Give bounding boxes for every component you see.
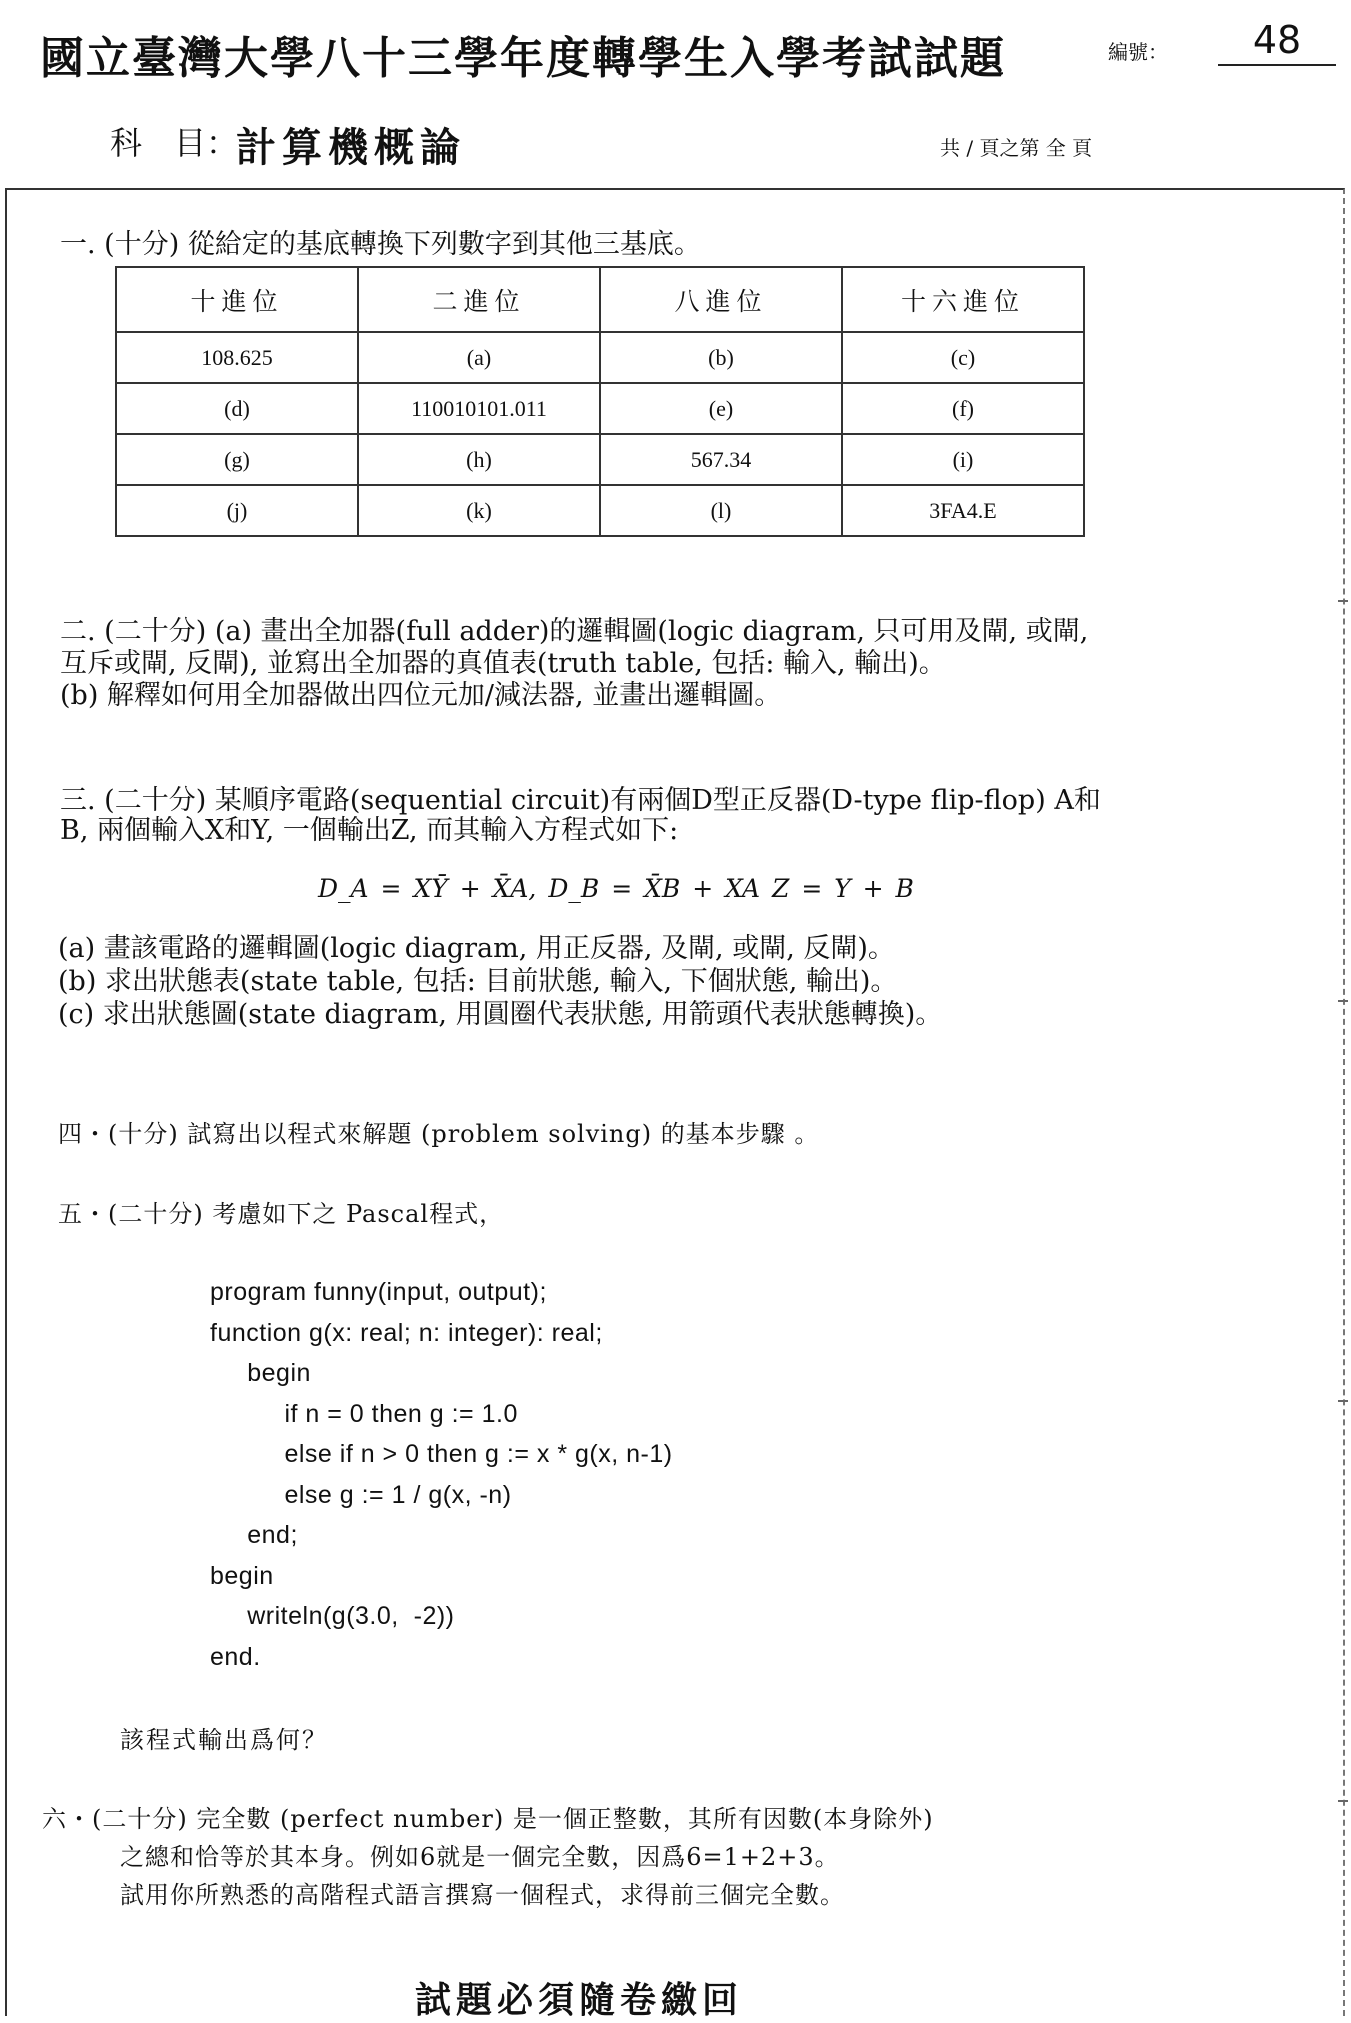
table-cell: 3FA4.E <box>842 485 1084 536</box>
question-2-line: 二. (二十分) (a) 畫出全加器(full adder)的邏輯圖(logic diagram, 只可用及閘, 或閘, <box>60 616 1089 647</box>
table-cell: (a) <box>358 332 600 383</box>
table-cell: (b) <box>600 332 842 383</box>
question-3 <box>60 786 1101 846</box>
question-2-line: (b) 解釋如何用全加器做出四位元加/減法器, 並畫出邏輯圖。 <box>60 680 782 711</box>
table-cell: (f) <box>842 383 1084 434</box>
table-cell: (l) <box>600 485 842 536</box>
page-info: 共 / 頁之第 全 頁 <box>940 136 1093 160</box>
column-header-hexadecimal: 十六進位 <box>842 267 1084 332</box>
question-6 <box>42 1800 934 1914</box>
return-paper-notice: 試題必須隨卷繳回 <box>415 1979 744 2021</box>
question-5-heading: 五・(二十分) 考慮如下之 Pascal程式， <box>58 1200 505 1228</box>
base-conversion-table <box>115 266 1085 537</box>
question-6-line: 六・(二十分) 完全數 (perfect number) 是一個正整數，其所有因數(本身除外) <box>42 1805 934 1833</box>
table-cell: (g) <box>116 434 358 485</box>
table-cell: 110010101.011 <box>358 383 600 434</box>
table-row <box>116 383 1084 434</box>
table-header-row <box>116 267 1084 332</box>
column-header-octal: 八進位 <box>600 267 842 332</box>
margin-tick <box>1338 1000 1348 1002</box>
question-5-prompt: 該程式輸出爲何？ <box>120 1726 328 1754</box>
question-1-heading: 一. (十分) 從給定的基底轉換下列數字到其他三基底。 <box>60 229 701 260</box>
serial-number: 48 <box>1218 18 1336 66</box>
question-6-line: 之總和恰等於其本身。例如6就是一個完全數，因爲6=1+2+3。 <box>120 1843 840 1871</box>
question-6-line: 試用你所熟悉的高階程式語言撰寫一個程式，求得前三個完全數。 <box>120 1881 845 1909</box>
question-3-subpart: (c) 求出狀態圖(state diagram, 用圓圈代表狀態, 用箭頭代表狀態轉換)。 <box>58 999 943 1030</box>
question-2-line: 互斥或閘, 反閘), 並寫出全加器的真值表(truth table, 包括: 輸入, 輸出)。 <box>60 648 946 679</box>
table-cell: 108.625 <box>116 332 358 383</box>
serial-label: 編號： <box>1108 40 1168 64</box>
table-cell: (d) <box>116 383 358 434</box>
table-cell: (k) <box>358 485 600 536</box>
subject-name: 計算機概論 <box>236 124 466 171</box>
exam-title: 國立臺灣大學八十三學年度轉學生入學考試試題 <box>40 33 1006 84</box>
question-3-line: 三. (二十分) 某順序電路(sequential circuit)有兩個D型正反器(D-type flip-flop) A和 <box>60 785 1101 816</box>
subject-label: 科 目： <box>110 124 239 162</box>
table-cell: (c) <box>842 332 1084 383</box>
table-row <box>116 485 1084 536</box>
pascal-code-listing: program funny(input, output); function g(x: real; n: integer): real; begin if n = 0 then g := 1.0 else if n > 0 then g := x * g(x, n-1) else g := 1 / g(x, -n) end; begin writeln(g(3.0, -2)) end. <box>210 1278 673 1671</box>
question-3-subpart: (b) 求出狀態表(state table, 包括: 目前狀態, 輸入, 下個狀態, 輸出)。 <box>58 966 898 997</box>
table-row <box>116 332 1084 383</box>
table-cell: (j) <box>116 485 358 536</box>
question-4: 四・(十分) 試寫出以程式來解題 (problem solving) 的基本步驟 。 <box>58 1120 820 1148</box>
table-cell: (e) <box>600 383 842 434</box>
table-row <box>116 434 1084 485</box>
column-header-binary: 二進位 <box>358 267 600 332</box>
margin-tick <box>1338 600 1348 602</box>
question-3-subpart: (a) 畫該電路的邏輯圖(logic diagram, 用正反器, 及閘, 或閘, 反閘)。 <box>58 933 895 964</box>
input-equations: D_A = XȲ + X̄A, D_B = X̄B + XA Z = Y + B <box>318 874 914 903</box>
question-2 <box>60 616 1088 712</box>
table-cell: 567.34 <box>600 434 842 485</box>
margin-tick <box>1338 1400 1348 1402</box>
question-3-subparts <box>58 932 942 1031</box>
table-cell: (i) <box>842 434 1084 485</box>
table-cell: (h) <box>358 434 600 485</box>
margin-tick <box>1338 1800 1348 1802</box>
column-header-decimal: 十進位 <box>116 267 358 332</box>
question-3-line: B, 兩個輸入X和Y, 一個輸出Z, 而其輸入方程式如下: <box>60 815 679 846</box>
